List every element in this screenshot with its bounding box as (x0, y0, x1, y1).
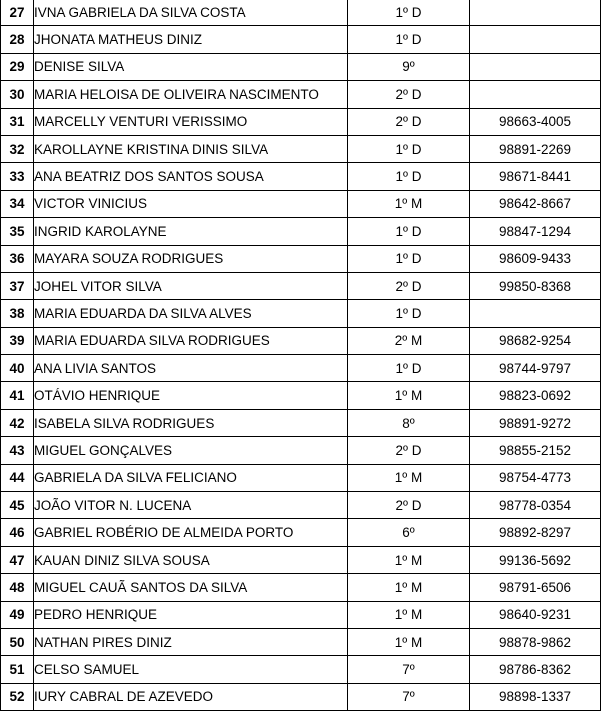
student-name: PEDRO HENRIQUE (34, 601, 348, 628)
row-number: 41 (1, 382, 34, 409)
student-name: VICTOR VINICIUS (34, 190, 348, 217)
phone-cell: 98855-2152 (470, 437, 601, 464)
row-number: 30 (1, 81, 34, 108)
grade-cell: 1º D (348, 0, 470, 26)
student-name: KAUAN DINIZ SILVA SOUSA (34, 546, 348, 573)
grade-cell: 1º D (348, 300, 470, 327)
grade-cell: 2º D (348, 272, 470, 299)
student-name: NATHAN PIRES DINIZ (34, 628, 348, 655)
phone-cell: 98663-4005 (470, 108, 601, 135)
phone-cell: 98823-0692 (470, 382, 601, 409)
row-number: 33 (1, 163, 34, 190)
table-row (1, 355, 601, 382)
table-row (1, 0, 601, 26)
student-name: GABRIEL ROBÉRIO DE ALMEIDA PORTO (34, 519, 348, 546)
table-row (1, 190, 601, 217)
table-row (1, 81, 601, 108)
phone-cell: 99136-5692 (470, 546, 601, 573)
table-row (1, 135, 601, 162)
grade-cell: 1º M (348, 628, 470, 655)
grade-cell: 1º M (348, 382, 470, 409)
student-name: OTÁVIO HENRIQUE (34, 382, 348, 409)
phone-cell: 98786-8362 (470, 656, 601, 683)
phone-cell: 98847-1294 (470, 218, 601, 245)
grade-cell: 1º M (348, 546, 470, 573)
phone-cell: 98891-2269 (470, 135, 601, 162)
phone-cell: 98609-9433 (470, 245, 601, 272)
phone-cell: 98671-8441 (470, 163, 601, 190)
grade-cell: 2º M (348, 327, 470, 354)
grade-cell: 1º D (348, 218, 470, 245)
phone-cell (470, 0, 601, 26)
row-number: 52 (1, 683, 34, 710)
phone-cell: 98682-9254 (470, 327, 601, 354)
table-row (1, 327, 601, 354)
table-row (1, 437, 601, 464)
student-name: MIGUEL GONÇALVES (34, 437, 348, 464)
table-row (1, 245, 601, 272)
table-row (1, 382, 601, 409)
row-number: 28 (1, 26, 34, 53)
row-number: 36 (1, 245, 34, 272)
grade-cell: 2º D (348, 81, 470, 108)
grade-cell: 2º D (348, 437, 470, 464)
grade-cell: 7º (348, 656, 470, 683)
table-row (1, 300, 601, 327)
table-row (1, 26, 601, 53)
row-number: 27 (1, 0, 34, 26)
student-name: CELSO SAMUEL (34, 656, 348, 683)
student-name: DENISE SILVA (34, 53, 348, 80)
row-number: 44 (1, 464, 34, 491)
table-row (1, 683, 601, 710)
phone-cell: 98778-0354 (470, 492, 601, 519)
grade-cell: 1º D (348, 355, 470, 382)
row-number: 42 (1, 409, 34, 436)
table-row (1, 108, 601, 135)
table-row (1, 656, 601, 683)
phone-cell: 98642-8667 (470, 190, 601, 217)
grade-cell: 1º D (348, 163, 470, 190)
grade-cell: 1º M (348, 190, 470, 217)
phone-cell: 98791-6506 (470, 574, 601, 601)
phone-cell: 98640-9231 (470, 601, 601, 628)
grade-cell: 8º (348, 409, 470, 436)
student-name: MARIA EDUARDA DA SILVA ALVES (34, 300, 348, 327)
grade-cell: 1º M (348, 601, 470, 628)
row-number: 34 (1, 190, 34, 217)
roster-body (1, 0, 601, 711)
phone-cell: 98878-9862 (470, 628, 601, 655)
grade-cell: 9º (348, 53, 470, 80)
table-row (1, 464, 601, 491)
phone-cell: 98892-8297 (470, 519, 601, 546)
table-row (1, 546, 601, 573)
student-name: GABRIELA DA SILVA FELICIANO (34, 464, 348, 491)
row-number: 39 (1, 327, 34, 354)
table-row (1, 519, 601, 546)
row-number: 37 (1, 272, 34, 299)
grade-cell: 7º (348, 683, 470, 710)
row-number: 46 (1, 519, 34, 546)
student-name: MARCELLY VENTURI VERISSIMO (34, 108, 348, 135)
grade-cell: 1º D (348, 245, 470, 272)
student-name: ANA LIVIA SANTOS (34, 355, 348, 382)
row-number: 49 (1, 601, 34, 628)
student-name: KAROLLAYNE KRISTINA DINIS SILVA (34, 135, 348, 162)
row-number: 51 (1, 656, 34, 683)
row-number: 29 (1, 53, 34, 80)
table-row (1, 272, 601, 299)
phone-cell (470, 26, 601, 53)
table-row (1, 601, 601, 628)
student-name: IVNA GABRIELA DA SILVA COSTA (34, 0, 348, 26)
student-name: MIGUEL CAUÃ SANTOS DA SILVA (34, 574, 348, 601)
grade-cell: 2º D (348, 492, 470, 519)
phone-cell: 98744-9797 (470, 355, 601, 382)
student-name: IURY CABRAL DE AZEVEDO (34, 683, 348, 710)
phone-cell: 99850-8368 (470, 272, 601, 299)
row-number: 45 (1, 492, 34, 519)
student-name: JOÃO VITOR N. LUCENA (34, 492, 348, 519)
grade-cell: 2º D (348, 108, 470, 135)
student-name: JOHEL VITOR SILVA (34, 272, 348, 299)
phone-cell: 98754-4773 (470, 464, 601, 491)
student-name: MARIA HELOISA DE OLIVEIRA NASCIMENTO (34, 81, 348, 108)
table-row (1, 163, 601, 190)
table-row (1, 53, 601, 80)
student-name: JHONATA MATHEUS DINIZ (34, 26, 348, 53)
student-name: MAYARA SOUZA RODRIGUES (34, 245, 348, 272)
student-name: INGRID KAROLAYNE (34, 218, 348, 245)
table-row (1, 574, 601, 601)
row-number: 48 (1, 574, 34, 601)
phone-cell: 98898-1337 (470, 683, 601, 710)
row-number: 47 (1, 546, 34, 573)
row-number: 50 (1, 628, 34, 655)
grade-cell: 1º M (348, 574, 470, 601)
student-name: ISABELA SILVA RODRIGUES (34, 409, 348, 436)
table-row (1, 409, 601, 436)
grade-cell: 6º (348, 519, 470, 546)
grade-cell: 1º D (348, 135, 470, 162)
phone-cell (470, 300, 601, 327)
grade-cell: 1º D (348, 26, 470, 53)
row-number: 32 (1, 135, 34, 162)
row-number: 40 (1, 355, 34, 382)
grade-cell: 1º M (348, 464, 470, 491)
phone-cell: 98891-9272 (470, 409, 601, 436)
row-number: 43 (1, 437, 34, 464)
row-number: 35 (1, 218, 34, 245)
phone-cell (470, 53, 601, 80)
student-name: MARIA EDUARDA SILVA RODRIGUES (34, 327, 348, 354)
table-row (1, 628, 601, 655)
row-number: 31 (1, 108, 34, 135)
table-row (1, 218, 601, 245)
row-number: 38 (1, 300, 34, 327)
phone-cell (470, 81, 601, 108)
table-row (1, 492, 601, 519)
student-name: ANA BEATRIZ DOS SANTOS SOUSA (34, 163, 348, 190)
